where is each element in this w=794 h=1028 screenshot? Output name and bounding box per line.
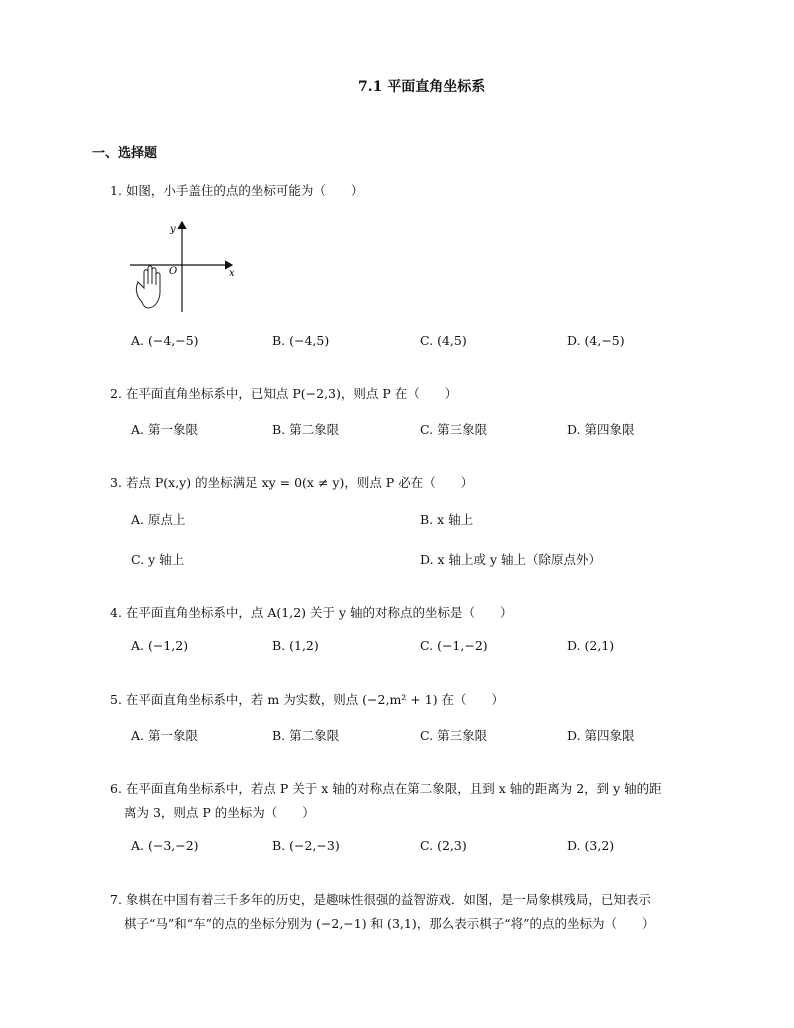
question-6-line-2: 离为 3，则点 P 的坐标为（ ） (124, 805, 315, 820)
hand-icon (136, 266, 160, 308)
section-heading: 一、选择题 (92, 146, 158, 161)
q6-option-b: B. (−2,−3) (272, 838, 340, 853)
coordinate-figure (128, 218, 240, 316)
x-axis-label: x (229, 268, 235, 279)
q2-option-d: D. 第四象限 (567, 422, 635, 437)
y-axis-label: y (170, 224, 176, 235)
page-title: 7.1 平面直角坐标系 (358, 79, 486, 95)
q5-option-d: D. 第四象限 (567, 728, 635, 743)
q5-option-c: C. 第三象限 (420, 728, 488, 743)
question-2: 2. 在平面直角坐标系中，已知点 P(−2,3)，则点 P 在（ ） (110, 386, 458, 401)
q3-option-c: C. y 轴上 (131, 552, 185, 567)
q1-option-d: D. (4,−5) (567, 333, 625, 348)
question-5: 5. 在平面直角坐标系中，若 m 为实数，则点 (−2,m² + 1) 在（ ） (110, 692, 505, 707)
question-7-line-1: 7. 象棋在中国有着三千多年的历史，是趣味性很强的益智游戏．如图，是一局象棋残局，已知表示 (110, 892, 651, 907)
q1-option-b: B. (−4,5) (272, 333, 330, 348)
q3-option-a: A. 原点上 (131, 512, 186, 527)
q6-option-c: C. (2,3) (420, 838, 467, 853)
q6-option-a: A. (−3,−2) (131, 838, 199, 853)
q2-option-a: A. 第一象限 (131, 422, 198, 437)
q4-option-d: D. (2,1) (567, 638, 615, 653)
q2-option-b: B. 第二象限 (272, 422, 340, 437)
q2-option-c: C. 第三象限 (420, 422, 488, 437)
q6-option-d: D. (3,2) (567, 838, 615, 853)
q1-option-a: A. (−4,−5) (131, 333, 199, 348)
q5-option-b: B. 第二象限 (272, 728, 340, 743)
question-1: 1. 如图，小手盖住的点的坐标可能为（ ） (110, 183, 364, 198)
q4-option-b: B. (1,2) (272, 638, 319, 653)
q4-option-a: A. (−1,2) (131, 638, 189, 653)
question-4: 4. 在平面直角坐标系中，点 A(1,2) 关于 y 轴的对称点的坐标是（ ） (110, 605, 513, 620)
question-3: 3. 若点 P(x,y) 的坐标满足 xy = 0(x ≠ y)，则点 P 必在（ ） (110, 475, 474, 490)
q4-option-c: C. (−1,−2) (420, 638, 488, 653)
q3-option-d: D. x 轴上或 y 轴上（除原点外） (420, 552, 602, 567)
origin-label: O (169, 266, 178, 277)
q1-option-c: C. (4,5) (420, 333, 467, 348)
q5-option-a: A. 第一象限 (131, 728, 198, 743)
question-7-line-2: 棋子“马”和“车”的点的坐标分别为 (−2,−1) 和 (3,1)，那么表示棋子“将”的点的坐标为（ ） (124, 916, 655, 931)
question-6-line-1: 6. 在平面直角坐标系中，若点 P 关于 x 轴的对称点在第二象限，且到 x 轴的距离为 2，到 y 轴的距 (110, 781, 662, 796)
q3-option-b: B. x 轴上 (420, 512, 474, 527)
